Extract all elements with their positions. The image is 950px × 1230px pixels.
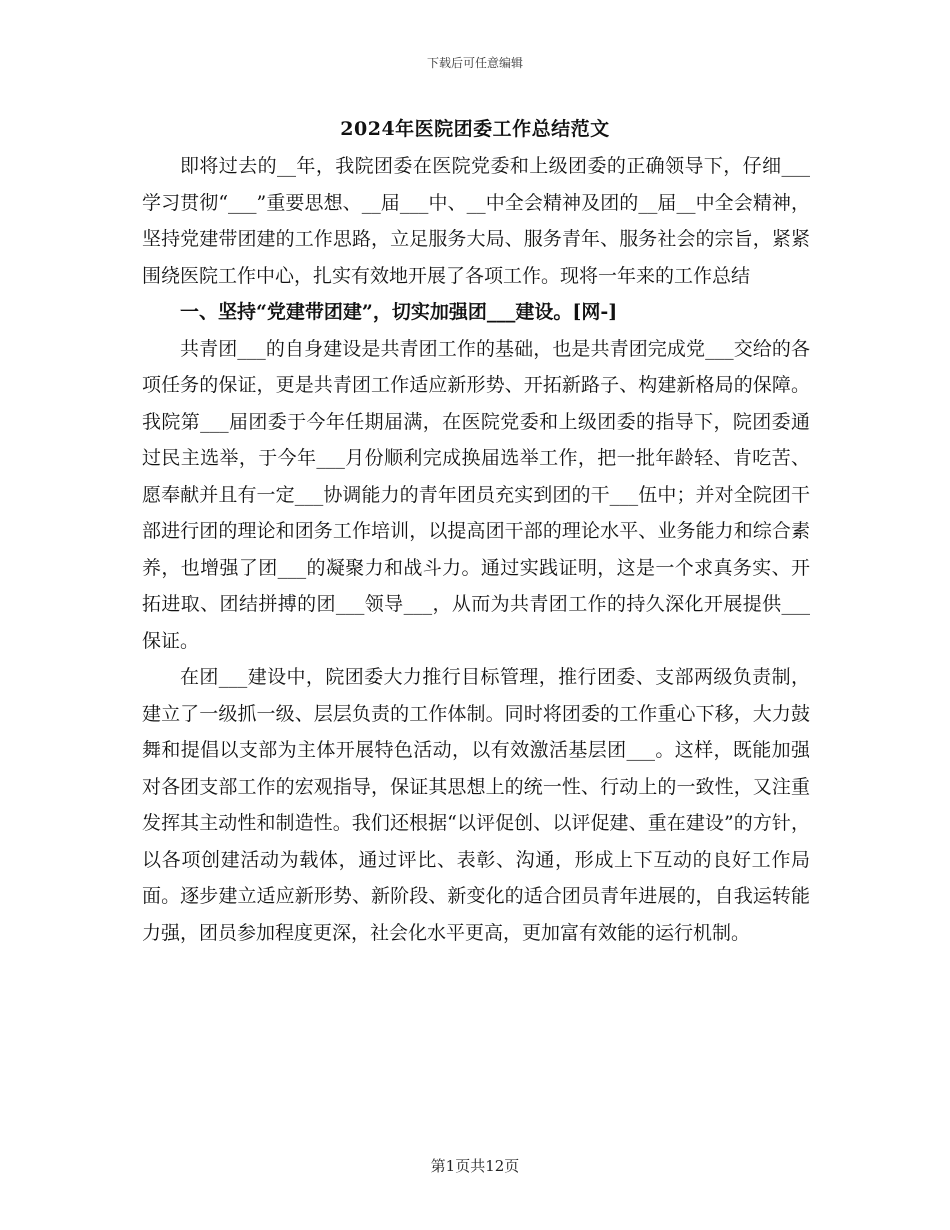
paragraph-intro: 即将过去的__年，我院团委在医院党委和上级团委的正确领导下，仔细___学习贯彻“___”重要思想、__届___中、__中全会精神及团的__届__中全会精神，坚持党建带团建的工作思路，立足服务大局、服务青年、服务社会的宗旨，紧紧围绕医院工作中心，扎实有效地开展了各项工作。现将一年来的工作总结 xyxy=(142,155,810,287)
paragraph-target-management: 在团___建设中，院团委大力推行目标管理，推行团委、支部两级负责制，建立了一级抓一级、层层负责的工作体制。同时将团委的工作重心下移，大力鼓舞和提倡以支部为主体开展特色活动，以有效激活基层团___。这样，既能加强对各团支部工作的宏观指导，保证其思想上的统一性、行动上的一致性，又注重发挥其主动性和制造性。我们还根据“以评促创、以评促建、重在建设”的方针，以各项创建活动为载体，通过评比、表彰、沟通，形成上下互动的良好工作局面。逐步建立适应新形势、新阶段、新变化的适合团员青年进展的，自我运转能力强，团员参加程度更深，社会化水平更高，更加富有效能的运行机制。 xyxy=(142,666,810,944)
section-heading-1: 一、坚持“党建带团建”，切实加强团___建设。[网-] xyxy=(180,301,618,323)
document-title: 2024年医院团委工作总结范文 xyxy=(340,118,610,140)
document-body xyxy=(142,148,810,951)
header-note: 下载后可任意编辑 xyxy=(426,56,523,70)
paragraph-team-building: 共青团___的自身建设是共青团工作的基础，也是共青团完成党___交给的各项任务的保证，更是共青团工作适应新形势、开拓新路子、构建新格局的保障。我院第___届团委于今年任期届满，在医院党委和上级团委的指导下，院团委通过民主选举，于今年___月份顺利完成换届选举工作，把一批年龄轻、肯吃苦、愿奉献并且有一定___协调能力的青年团员充实到团的干___伍中；并对全院团干部进行团的理论和团务工作培训，以提高团干部的理论水平、业务能力和综合素养，也增强了团___的凝聚力和战斗力。通过实践证明，这是一个求真务实、开拓进取、团结拼搏的团___领导___，从而为共青团工作的持久深化开展提供___保证。 xyxy=(142,337,810,652)
page-number: 第1页共12页 xyxy=(430,1157,520,1175)
